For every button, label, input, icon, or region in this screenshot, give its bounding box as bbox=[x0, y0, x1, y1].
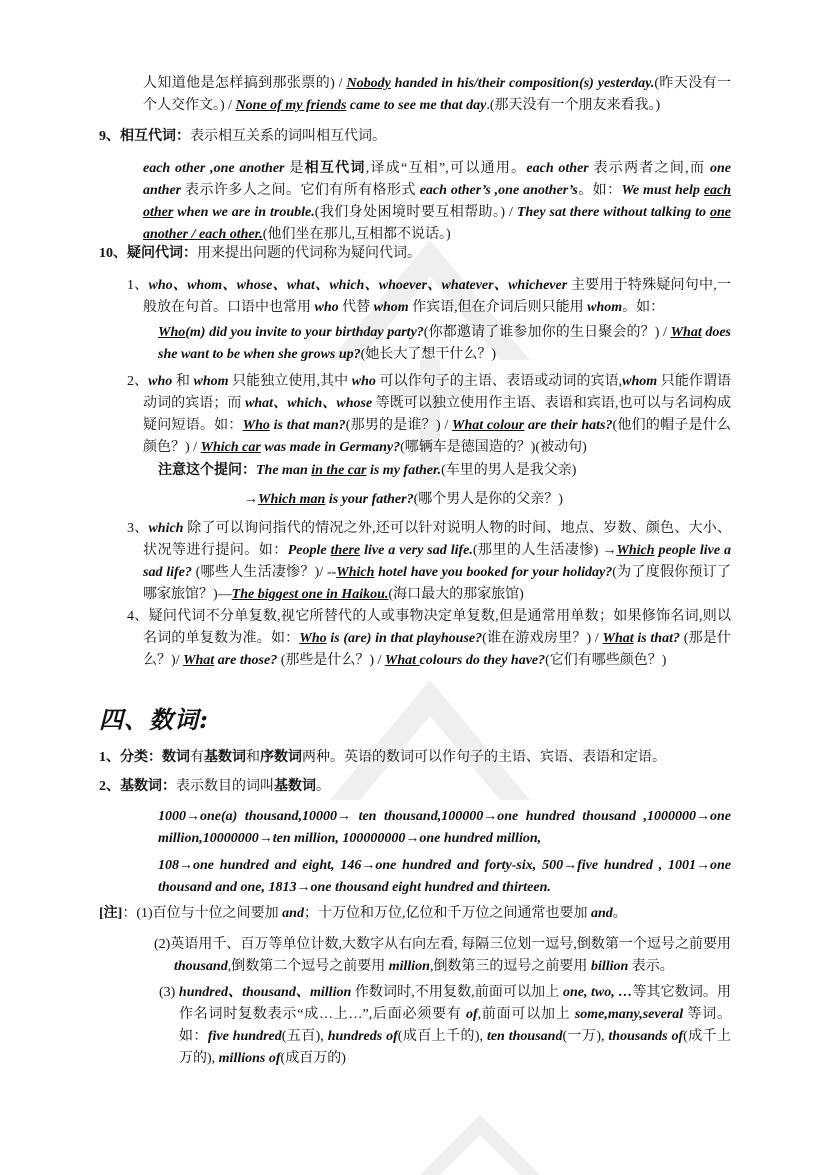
translation: (它们有哪些颜色？) bbox=[545, 653, 667, 668]
example-text: handed in his/their composition(s) yesterday. bbox=[390, 76, 655, 91]
text: 有 bbox=[190, 750, 204, 765]
translation: (哪个男人是你的父亲？) bbox=[413, 492, 563, 507]
translation: (海口最大的那家旅馆) bbox=[388, 587, 524, 602]
text: 只能独立使用,其中 bbox=[228, 374, 352, 389]
section-title: 疑问代词： bbox=[127, 246, 197, 261]
example-underlined: there bbox=[330, 543, 361, 558]
section-description: 用来提出问题的代词称为疑问代词。 bbox=[197, 246, 421, 261]
example-underlined: Who bbox=[158, 325, 186, 340]
section-10-item-1-example bbox=[158, 322, 731, 366]
term: one anther bbox=[143, 161, 732, 198]
term-bold: 相互代词 bbox=[304, 161, 366, 176]
item-number: 4、 bbox=[127, 609, 149, 624]
text: (成百上千的), bbox=[397, 1029, 487, 1044]
text: 两种。英语的数词可以作句子的主语、宾语、表语和定语。 bbox=[302, 750, 666, 765]
example-text: live a very sad life. bbox=[360, 543, 473, 558]
term: each other bbox=[526, 161, 589, 176]
example-text: hotel have you booked for your holiday? bbox=[374, 565, 613, 580]
translation: (车里的男人是我父亲) bbox=[441, 463, 577, 478]
term: one, two, … bbox=[562, 985, 633, 1000]
section-9-heading bbox=[99, 126, 731, 148]
example-underlined: What bbox=[670, 325, 702, 340]
example-underlined: in the car bbox=[311, 463, 367, 478]
term: which bbox=[148, 521, 184, 536]
translation: (那是什么？)/ bbox=[143, 631, 732, 668]
term: whom bbox=[622, 374, 658, 389]
section-10-item-2-note-answer bbox=[244, 489, 724, 511]
item-number: 2、 bbox=[127, 374, 149, 389]
translation: (他们的帽子是什么颜色？) / bbox=[143, 418, 732, 455]
translation: (你都邀请了谁参加你的生日聚会的？) / bbox=[423, 325, 671, 340]
translation: (昨天没有一个人交作文。) / bbox=[143, 76, 731, 113]
term: whom bbox=[587, 300, 623, 315]
text: 表示。 bbox=[628, 959, 674, 974]
term: some,many,several bbox=[574, 1007, 684, 1022]
term: who bbox=[351, 374, 376, 389]
section-10-item-1 bbox=[127, 275, 731, 319]
example-text: colours do they have? bbox=[419, 653, 546, 668]
text: ,倒数第三的逗号之前要用 bbox=[429, 959, 591, 974]
note-label: [注] bbox=[99, 906, 123, 921]
term: ten thousand bbox=[486, 1029, 563, 1044]
text: (3) bbox=[159, 985, 179, 1000]
example-text: came to see me that day bbox=[346, 98, 487, 113]
term: whom bbox=[193, 374, 229, 389]
section-10-item-2 bbox=[127, 371, 731, 459]
text: 等其它数词。用作名词时复数表示“成…上…”,后面必须要有 bbox=[179, 985, 732, 1022]
translation: (他们坐在那儿,互相都不说话。) bbox=[262, 227, 451, 242]
term: thousand bbox=[174, 959, 228, 974]
text: 是 bbox=[284, 161, 305, 176]
term-bold: 基数词 bbox=[204, 750, 246, 765]
translation: (我们身处困境时要互相帮助。) / bbox=[314, 205, 517, 220]
example-underlined: one another / each other. bbox=[143, 205, 731, 242]
text: 人知道他是怎样搞到那张票的) / bbox=[143, 76, 347, 91]
text: ,倒数第二个逗号之前要用 bbox=[227, 959, 389, 974]
text: 等既可以独立使用作主语、表语和宾语,也可以与名词构成疑问短语。如： bbox=[143, 396, 731, 433]
text: ；十万位和万位,亿位和千万位之间通常也要加 bbox=[303, 906, 591, 921]
text: 表示两者之间,而 bbox=[588, 161, 711, 176]
term: and bbox=[282, 906, 304, 921]
item-number: 1、 bbox=[99, 750, 120, 765]
example-underlined: The biggest one in Haikou. bbox=[231, 587, 389, 602]
example-underlined: Which bbox=[616, 543, 655, 558]
term: who bbox=[148, 374, 173, 389]
section-10-heading bbox=[99, 243, 731, 265]
text: 表示数目的词叫 bbox=[176, 779, 274, 794]
section-10-item-3 bbox=[127, 518, 731, 606]
example-underlined: What bbox=[183, 653, 215, 668]
numerals-item-1 bbox=[99, 747, 731, 769]
numerals-note-2 bbox=[154, 934, 731, 978]
text: 。如： bbox=[622, 300, 665, 315]
example-underlined: What bbox=[384, 653, 420, 668]
example-text: We must help bbox=[621, 183, 704, 198]
example-underlined: What bbox=[602, 631, 634, 646]
translation: (那里的人生活凄惨) bbox=[472, 543, 603, 558]
item-number: 3、 bbox=[127, 521, 149, 536]
example-text: The man bbox=[256, 463, 312, 478]
term: five hundred bbox=[207, 1029, 282, 1044]
example-underlined: What colour bbox=[452, 418, 525, 433]
numerals-note-3 bbox=[159, 982, 731, 1070]
numerals-item-2 bbox=[99, 776, 731, 798]
example-text: are those? bbox=[214, 653, 278, 668]
example-text: when we are in trouble. bbox=[173, 205, 315, 220]
section-number: 9、 bbox=[99, 129, 120, 144]
arrow-right-icon: → bbox=[602, 543, 617, 558]
continuation-paragraph bbox=[143, 73, 731, 117]
translation: (那些是什么？) / bbox=[277, 653, 385, 668]
translation: .(那天没有一个朋友来看我。) bbox=[486, 98, 661, 113]
term: hundreds of bbox=[327, 1029, 398, 1044]
term: millions of bbox=[218, 1051, 281, 1066]
example-text: does she want to be when she grows up? bbox=[158, 325, 732, 362]
term: hundred、thousand、million bbox=[178, 985, 352, 1000]
translation: (她长大了想干什么？) bbox=[360, 347, 496, 362]
example-underlined: Which car bbox=[200, 440, 261, 455]
text: 代替 bbox=[338, 300, 374, 315]
text: ,译成“互相”,可以通用。 bbox=[365, 161, 527, 176]
text: 作数词时,不用复数,前面可以加上 bbox=[351, 985, 563, 1000]
watermark-bottom-icon bbox=[420, 1115, 540, 1175]
example-text: 108→one hundred and eight, 146→one hundred and forty-six, 500→five hundred , 1001→one thousand and one, 1813→one thousand eight hundred and thirteen. bbox=[158, 858, 731, 895]
text: 。 bbox=[612, 906, 627, 921]
text: (一万), bbox=[562, 1029, 609, 1044]
text: ：(1)百位与十位之间要加 bbox=[122, 906, 283, 921]
term-bold: 基数词 bbox=[274, 779, 316, 794]
numerals-note-1 bbox=[99, 903, 731, 925]
arrow-right-icon: → bbox=[244, 492, 258, 507]
text: 作宾语,但在介词后则只能用 bbox=[408, 300, 588, 315]
example-underlined: None of my friends bbox=[235, 98, 347, 113]
translation: (哪辆车是德国造的？)(被动句) bbox=[400, 440, 587, 455]
example-text: is your father? bbox=[325, 492, 414, 507]
note-label: 注意这个提问： bbox=[158, 463, 256, 478]
term: billion bbox=[590, 959, 629, 974]
section-description: 表示相互关系的词叫相互代词。 bbox=[190, 129, 386, 144]
chapter-heading: 四、数词: bbox=[99, 705, 209, 734]
example-underlined: Which man bbox=[258, 492, 326, 507]
example-text: They sat there without talking to bbox=[516, 205, 710, 220]
text: (成千上万的), bbox=[179, 1029, 732, 1066]
translation: (那男的是谁？) / bbox=[345, 418, 453, 433]
section-10-item-2-note bbox=[158, 460, 731, 482]
text: 主要用于特殊疑问句中,一般放在句首。口语中也常用 bbox=[143, 278, 732, 315]
text: 等词。如： bbox=[179, 1007, 731, 1044]
section-9-body bbox=[143, 158, 731, 246]
term: what、which、whose bbox=[245, 396, 373, 411]
term-bold: 序数词 bbox=[260, 750, 302, 765]
example-text: 1000→one(a) thousand,10000→ ten thousand,100000→one hundred thousand ,1000000→one million,10000000→ten million, 100000000→one hundred million, bbox=[158, 809, 731, 846]
translation: (谁在游戏房里？) / bbox=[482, 631, 603, 646]
term: each other ,one another bbox=[143, 161, 285, 176]
term-bold: 分类：数词 bbox=[120, 750, 190, 765]
section-10-item-4 bbox=[127, 606, 731, 672]
term: of bbox=[465, 1007, 478, 1022]
example-underlined: each other bbox=[143, 183, 732, 220]
section-title: 相互代词： bbox=[120, 129, 190, 144]
term: million bbox=[388, 959, 430, 974]
example-text: is that? bbox=[633, 631, 680, 646]
example-text: is (are) in that playhouse? bbox=[326, 631, 483, 646]
item-number: 2、 bbox=[99, 779, 120, 794]
text: 。如： bbox=[577, 183, 622, 198]
term: each other’s ,one another’s bbox=[419, 183, 578, 198]
text: 可以作句子的主语、表语或动词的宾语, bbox=[375, 374, 623, 389]
example-text: (m) did you invite to your birthday party? bbox=[185, 325, 424, 340]
text: (五百), bbox=[281, 1029, 328, 1044]
text: 只能作谓语动词的宾语；而 bbox=[143, 374, 732, 411]
example-text: are their hats? bbox=[524, 418, 613, 433]
example-text: was made in Germany? bbox=[260, 440, 401, 455]
example-underlined: Which bbox=[336, 565, 375, 580]
text: (成百万的) bbox=[280, 1051, 346, 1066]
term: thousands of bbox=[608, 1029, 684, 1044]
text: 。 bbox=[316, 779, 330, 794]
item-number: 1、 bbox=[127, 278, 149, 293]
numerals-examples-1 bbox=[158, 806, 731, 850]
example-underlined: Who bbox=[242, 418, 270, 433]
translation: (为了度假你预订了哪家旅馆？)— bbox=[143, 565, 732, 602]
text: ,前面可以加上 bbox=[477, 1007, 575, 1022]
example-underlined: Nobody bbox=[346, 76, 391, 91]
text: 除了可以询问指代的情况之外,还可以针对说明人物的时间、地点、岁数、颜色、大小、状况等进行提问。如： bbox=[143, 521, 732, 558]
numerals-examples-2 bbox=[158, 855, 731, 899]
example-underlined: Who bbox=[299, 631, 327, 646]
term: who、whom、whose、what、which、whoever、whatever、whichever bbox=[148, 278, 568, 293]
text: 和 bbox=[246, 750, 260, 765]
section-number: 10、 bbox=[99, 246, 127, 261]
example-text: is my father. bbox=[366, 463, 442, 478]
term-bold: 基数词： bbox=[120, 779, 176, 794]
text: 表示许多人之间。它们有所有格形式 bbox=[181, 183, 420, 198]
term: whom bbox=[373, 300, 409, 315]
term: and bbox=[590, 906, 613, 921]
translation: (哪些人生活凄惨？)/ -- bbox=[191, 565, 337, 580]
text: 和 bbox=[172, 374, 194, 389]
example-text: is that man? bbox=[269, 418, 346, 433]
text: (2)英语用千、百万等单位计数,大数字从右向左看, 每隔三位划一逗号,倒数第一个逗号之前要用 bbox=[154, 937, 731, 952]
text: 疑问代词不分单复数,视它所替代的人或事物决定单复数,但是通常用单数；如果修饰名词,则以名词的单复数为准。如： bbox=[143, 609, 732, 646]
term: who bbox=[314, 300, 339, 315]
example-text: People bbox=[287, 543, 331, 558]
example-text: people live a sad life? bbox=[143, 543, 732, 580]
